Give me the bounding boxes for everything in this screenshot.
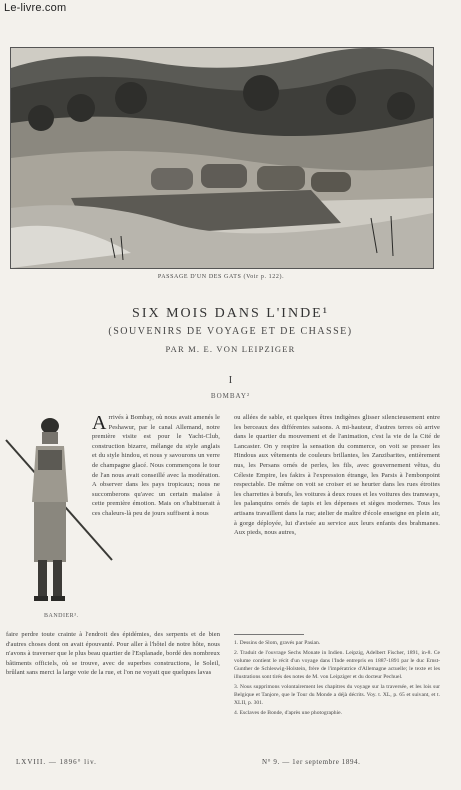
page-footer-volume: LXVIII. — 1896° liv. xyxy=(16,758,97,766)
wagon-train-engraving xyxy=(11,48,433,268)
footnote: 4. Esclaves de Bonde, d'après une photographie. xyxy=(234,710,343,716)
left-column-text: rrivés à Bombay, où nous avait amenés le Peshawur, par le canal Allemand, notre première visite est pour le Yacht-Club, construction bizarre, mélange du style anglais et du style hindou, et nous y savourons un verre de champagne glacé. Nous commençons le tour de l'an nous avait conseillé avec la modération. A observer dans les pays tropicaux; nous ne succomberons qu'avec un certain malaise à cette première émotion. Mais on s'habituerait à ces chaleurs-là peu de jours suffisent à nous xyxy=(92,414,220,517)
footnotes xyxy=(234,639,440,719)
section-numeral: I xyxy=(228,374,233,386)
plate-caption: PASSAGE D'UN DES GATS (Voir p. 122). xyxy=(157,274,285,280)
footnote: 1. Dessins de Slom, gravés par Pasian. xyxy=(234,640,321,646)
article-subtitle: (SOUVENIRS DE VOYAGE ET DE CHASSE) xyxy=(108,326,353,337)
right-column: ou allées de sable, et quelques êtres indigènes glisser silencieusement entre les berceaux des différentes saisons. A mi-hauteur, d'autres terres où arrive dans le quartier du mouvement et de l'animation, c'est la vie de la Cité de Lancaster. On y respire la sensation du commerce, on voit se presser les Hindous aux vêtements de couleurs brillantes, les Zanzibarites, entièrement nus, les Persans ornés de perles, les fils, avec gouvernement vêtus, du Céleste Empire, les fakirs à l'expression étrange, les Parsis à l'embonpoint respectable. De même on voit se croiser et se heurter dans les rues étroites les charrettes à bœufs, les voitures à deux roues et les voitures des tramways, les palanquins ornés de tapis et les dépenses et sièges modernes. Tous les artisans travaillent dans la rue; atelier de maître d'école enseigne en plein air, à gorge déployée, lui d'avisée au service aux leurs enfants des brahmanes. Aux pieds, nous autres, xyxy=(234,414,440,537)
left-column-narrow xyxy=(92,413,220,519)
footnote-rule xyxy=(234,634,304,635)
page-footer-issue: N° 9. — 1er septembre 1894. xyxy=(262,758,361,766)
article-byline: PAR M. E. VON LEIPZIGER xyxy=(165,344,296,354)
article-title: SIX MOIS DANS L'INDE¹ xyxy=(132,306,329,321)
left-column-wide: faire perdre toute crainte à l'endroit des épidémies, des serpents et de bien d'autres choses dont on avait épouvanté. Pour aller à l'hôtel de notre hôte, nous n'avons à traverser que le plus beau quartier de l'Esplanade, bordé des nombreux bâtiments officiels, où se trouve, avec de superbes constructions, le Soleil, brûlant sans merci la large voie de la rue, et l'on ne voyait que quelques lavas xyxy=(6,631,220,677)
figure-caption: BANDIER³. xyxy=(44,613,79,619)
drop-cap: A xyxy=(92,412,107,434)
footnote: 2. Traduit de l'ouvrage Sechs Monate in Indien. Leipzig, Adelbert Fischer, 1891, in-8. Ce volume contient le récit d'un voyage dans l'Inde entrepris en 1887-1891 par le duc Ernst-Gunther de Schleswig-Holstein, frère de l'impératrice d'Allemagne actuelle; le texte et les illustrations sont tirés des notes de M. von Leipziger et du docteur Pechuel. xyxy=(234,650,440,680)
site-watermark: Le-livre.com xyxy=(4,2,67,14)
engraving-plate xyxy=(10,47,434,269)
section-title: BOMBAY² xyxy=(210,392,251,400)
footnote: 3. Nous supprimons volontairement les chapitres du voyage sur la traversée, et les lois sur Belgique et Tanjore, que le Tour du Monde a déjà décrits. Voy. t. XL, p. 65 et suivant, et t. XLII, p. 301. xyxy=(234,684,440,706)
